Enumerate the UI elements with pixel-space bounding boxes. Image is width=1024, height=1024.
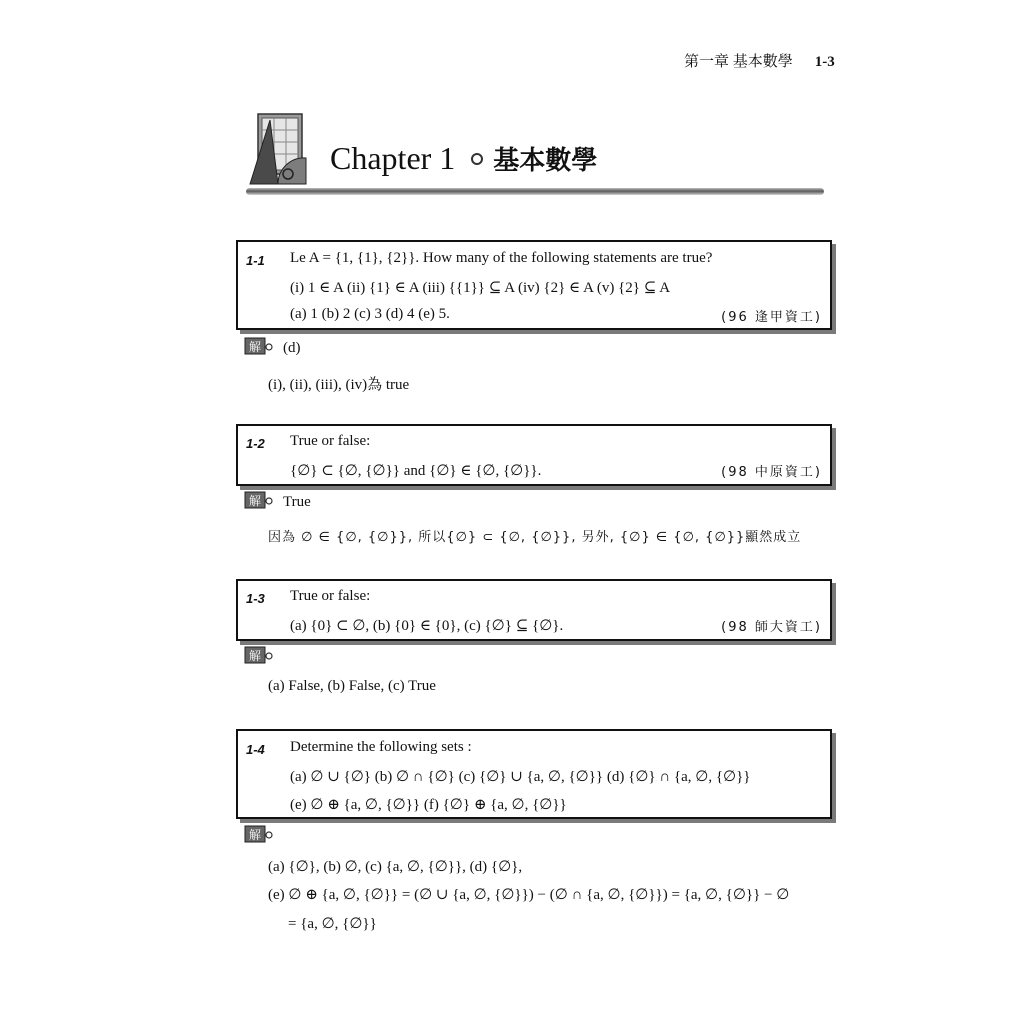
solution-explanation: (e) ∅ ⊕ {a, ∅, {∅}} = (∅ ∪ {a, ∅, {∅}}) − (∅ ∩ {a, ∅, {∅}}) = {a, ∅, {∅}} − ∅ [268,887,790,903]
problem-text: (a) ∅ ∪ {∅} (b) ∅ ∩ {∅} (c) {∅} ∪ {a, ∅, {∅}} (d) {∅} ∩ {a, ∅, {∅}} [290,769,751,785]
solution-explanation: 因為 ∅ ∈ {∅, {∅}}, 所以{∅} ⊂ {∅, {∅}}, 另外, {∅} ∈ {∅, {∅}}顯然成立 [268,530,802,545]
problem-text: (a) {0} ⊂ ∅, (b) {0} ∈ {0}, (c) {∅} ⊆ {∅}. [290,618,564,634]
problem-source: (98 中原資工) [721,465,822,480]
problem-box-1-3 [236,579,832,641]
solution-explanation: (i), (ii), (iii), (iv)為 true [268,377,410,393]
problem-number: 1-3 [246,591,265,606]
solution-explanation: = {a, ∅, {∅}} [288,916,377,932]
problem-text: Le A = {1, {1}, {2}}. How many of the following statements are true? [290,250,713,266]
solution-icon [244,824,274,844]
problem-number: 1-2 [246,436,265,451]
problem-text: Determine the following sets : [290,739,472,755]
solution-explanation: (a) {∅}, (b) ∅, (c) {a, ∅, {∅}}, (d) {∅}, [268,859,523,875]
chapter-rule [246,188,824,195]
problem-text: True or false: [290,588,371,604]
running-head-chapter: 第一章 基本數學 [684,54,793,70]
problem-box-1-1 [236,240,832,330]
problem-number: 1-4 [246,742,265,757]
solution-icon [244,645,274,665]
problem-box-1-4 [236,729,832,819]
chapter-name: 基本數學 [493,146,598,176]
problem-text: (i) 1 ∈ A (ii) {1} ∈ A (iii) {{1}} ⊆ A (iv) {2} ∈ A (v) {2} ⊆ A [290,280,671,296]
solution-icon [244,490,274,510]
problem-text: {∅} ⊂ {∅, {∅}} and {∅} ∈ {∅, {∅}}. [290,463,542,479]
problem-source: (96 逢甲資工) [721,310,822,325]
svg-text:解: 解 [248,340,262,354]
solution-icon [244,336,274,356]
problem-text: True or false: [290,433,371,449]
solution-explanation: (a) False, (b) False, (c) True [268,678,436,694]
chapter-title [330,140,597,177]
problem-text: (a) 1 (b) 2 (c) 3 (d) 4 (e) 5. [290,306,450,322]
solution-answer: True [283,494,311,510]
problem-source: (98 師大資工) [721,620,822,635]
page-number: 1-3 [814,54,835,70]
problem-box-1-2 [236,424,832,486]
drafting-tools-icon [248,112,310,188]
problem-text: (e) ∅ ⊕ {a, ∅, {∅}} (f) {∅} ⊕ {a, ∅, {∅}} [290,797,567,813]
bullet-icon [471,153,483,165]
running-head [684,50,835,71]
svg-text:解: 解 [248,828,262,842]
svg-text:解: 解 [248,494,262,508]
solution-answer: (d) [283,340,301,356]
problem-number: 1-1 [246,253,265,268]
svg-text:解: 解 [248,649,262,663]
chapter-label: Chapter 1 [330,140,456,176]
